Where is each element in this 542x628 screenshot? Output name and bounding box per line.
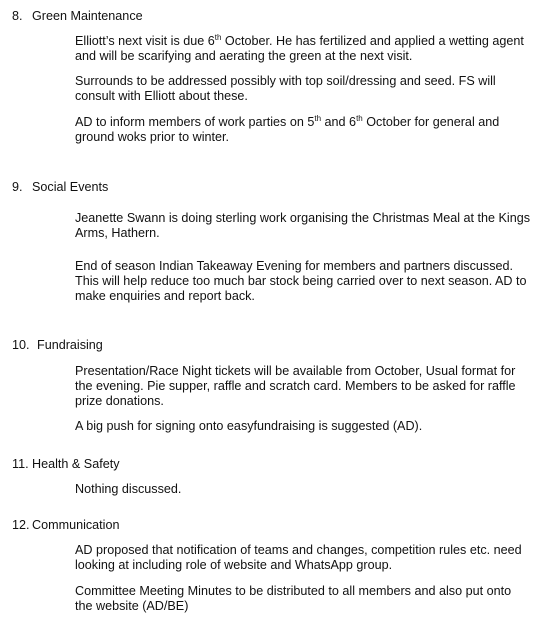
section-title: Communication	[32, 518, 120, 532]
paragraph: AD proposed that notification of teams and changes, competition rules etc. need looking at including role of website and WhatsApp group.	[75, 543, 522, 573]
paragraph: Committee Meeting Minutes to be distributed to all members and also put onto the website (AD/BE)	[75, 584, 512, 614]
paragraph: AD to inform members of work parties on 5th and 6th October for general and ground woks prior to winter.	[75, 114, 500, 145]
paragraph: Jeanette Swann is doing sterling work organising the Christmas Meal at the Kings Arms, Hathern.	[75, 211, 531, 241]
paragraph: End of season Indian Takeaway Evening for members and partners discussed. This will help reduce too much bar stock being carried over to next season. AD to make enquiries and report back.	[75, 259, 527, 304]
section-title: Fundraising	[37, 338, 103, 352]
paragraph: A big push for signing onto easyfundraising is suggested (AD).	[75, 419, 423, 433]
section-number: 11.	[12, 457, 29, 471]
paragraph: Nothing discussed.	[75, 482, 182, 496]
section-number: 10.	[12, 338, 30, 352]
section-title: Social Events	[32, 180, 109, 194]
section-title: Green Maintenance	[32, 9, 143, 23]
paragraph: Presentation/Race Night tickets will be available from October, Usual format for the evening. Pie supper, raffle and scratch card. Members to be asked for raffle prize donations.	[75, 364, 516, 409]
section-heading-green-maintenance	[12, 9, 143, 24]
section-heading-social-events	[12, 180, 108, 195]
section-number: 8.	[12, 9, 23, 23]
section-title: Health & Safety	[32, 457, 120, 471]
section-number: 12.	[12, 518, 30, 532]
paragraph: Elliott’s next visit is due 6th October. He has fertilized and applied a wetting agent and will be scarifying and aerating the green at the next visit.	[75, 33, 524, 64]
paragraph: Surrounds to be addressed possibly with top soil/dressing and seed. FS will consult with Elliott about these.	[75, 74, 496, 104]
section-heading-health-safety	[12, 457, 120, 472]
section-number: 9.	[12, 180, 23, 194]
section-heading-communication	[12, 518, 120, 533]
section-heading-fundraising	[12, 338, 103, 353]
